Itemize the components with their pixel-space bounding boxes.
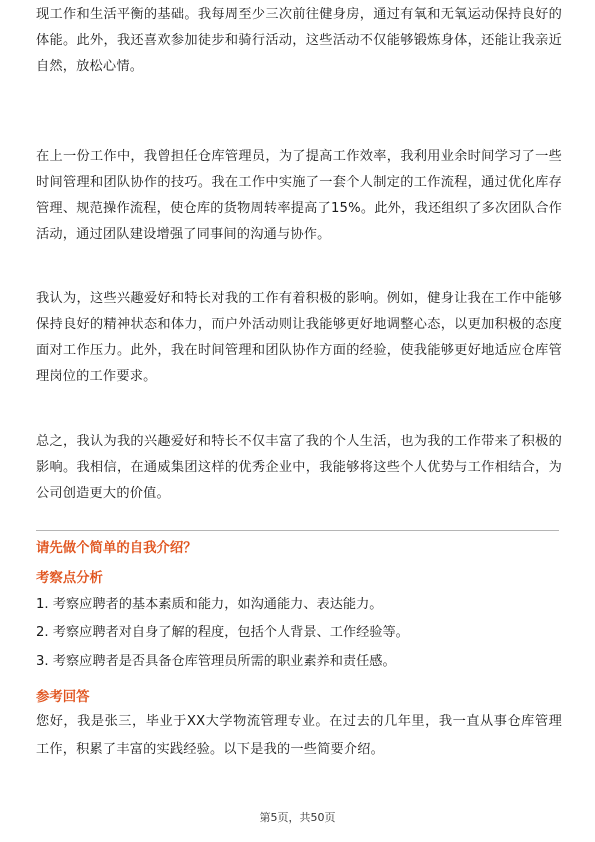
answer-heading: 参考回答 — [36, 690, 90, 705]
analysis-heading: 考察点分析 — [36, 571, 103, 586]
body-paragraph-3: 我认为，这些兴趣爱好和特长对我的工作有着积极的影响。例如，健身让我在工作中能够保持良好的精神状态和体力，而户外活动则让我能够更好地调整心态，以更加积极的态度面对工作压力。此外，我在时间管理和团队协作方面的经验，使我能够更好地适应仓库管理岗位的工作要求。 — [36, 291, 562, 384]
analysis-item-1: 1. 考察应聘者的基本素质和能力，如沟通能力、表达能力。 — [36, 597, 383, 612]
body-paragraph-4: 总之，我认为我的兴趣爱好和特长不仅丰富了我的个人生活，也为我的工作带来了积极的影响。我相信，在通威集团这样的优秀企业中，我能够将这些个人优势与工作相结合，为公司创造更大的价值。 — [36, 434, 562, 501]
page-number-footer: 第5页，共50页 — [259, 811, 336, 824]
analysis-item-2: 2. 考察应聘者对自身了解的程度，包括个人背景、工作经验等。 — [36, 625, 409, 640]
answer-paragraph: 您好，我是张三，毕业于XX大学物流管理专业。在过去的几年里，我一直从事仓库管理工作，积累了丰富的实践经验。以下是我的一些简要介绍。 — [36, 714, 562, 757]
body-paragraph-1: 现工作和生活平衡的基础。我每周至少三次前往健身房，通过有氧和无氧运动保持良好的体能。此外，我还喜欢参加徒步和骑行活动，这些活动不仅能够锻炼身体，还能让我亲近自然，放松心情。 — [36, 7, 562, 74]
analysis-item-3: 3. 考察应聘者是否具备仓库管理员所需的职业素养和责任感。 — [36, 654, 396, 669]
section-divider — [36, 530, 559, 531]
interview-question: 请先做个简单的自我介绍？ — [36, 541, 197, 556]
body-paragraph-2: 在上一份工作中，我曾担任仓库管理员，为了提高工作效率，我利用业余时间学习了一些时间管理和团队协作的技巧。我在工作中实施了一套个人制定的工作流程，通过优化库存管理、规范操作流程，使仓库的货物周转率提高了15%。此外，我还组织了多次团队合作活动，通过团队建设增强了同事间的沟通与协作。 — [36, 149, 562, 242]
